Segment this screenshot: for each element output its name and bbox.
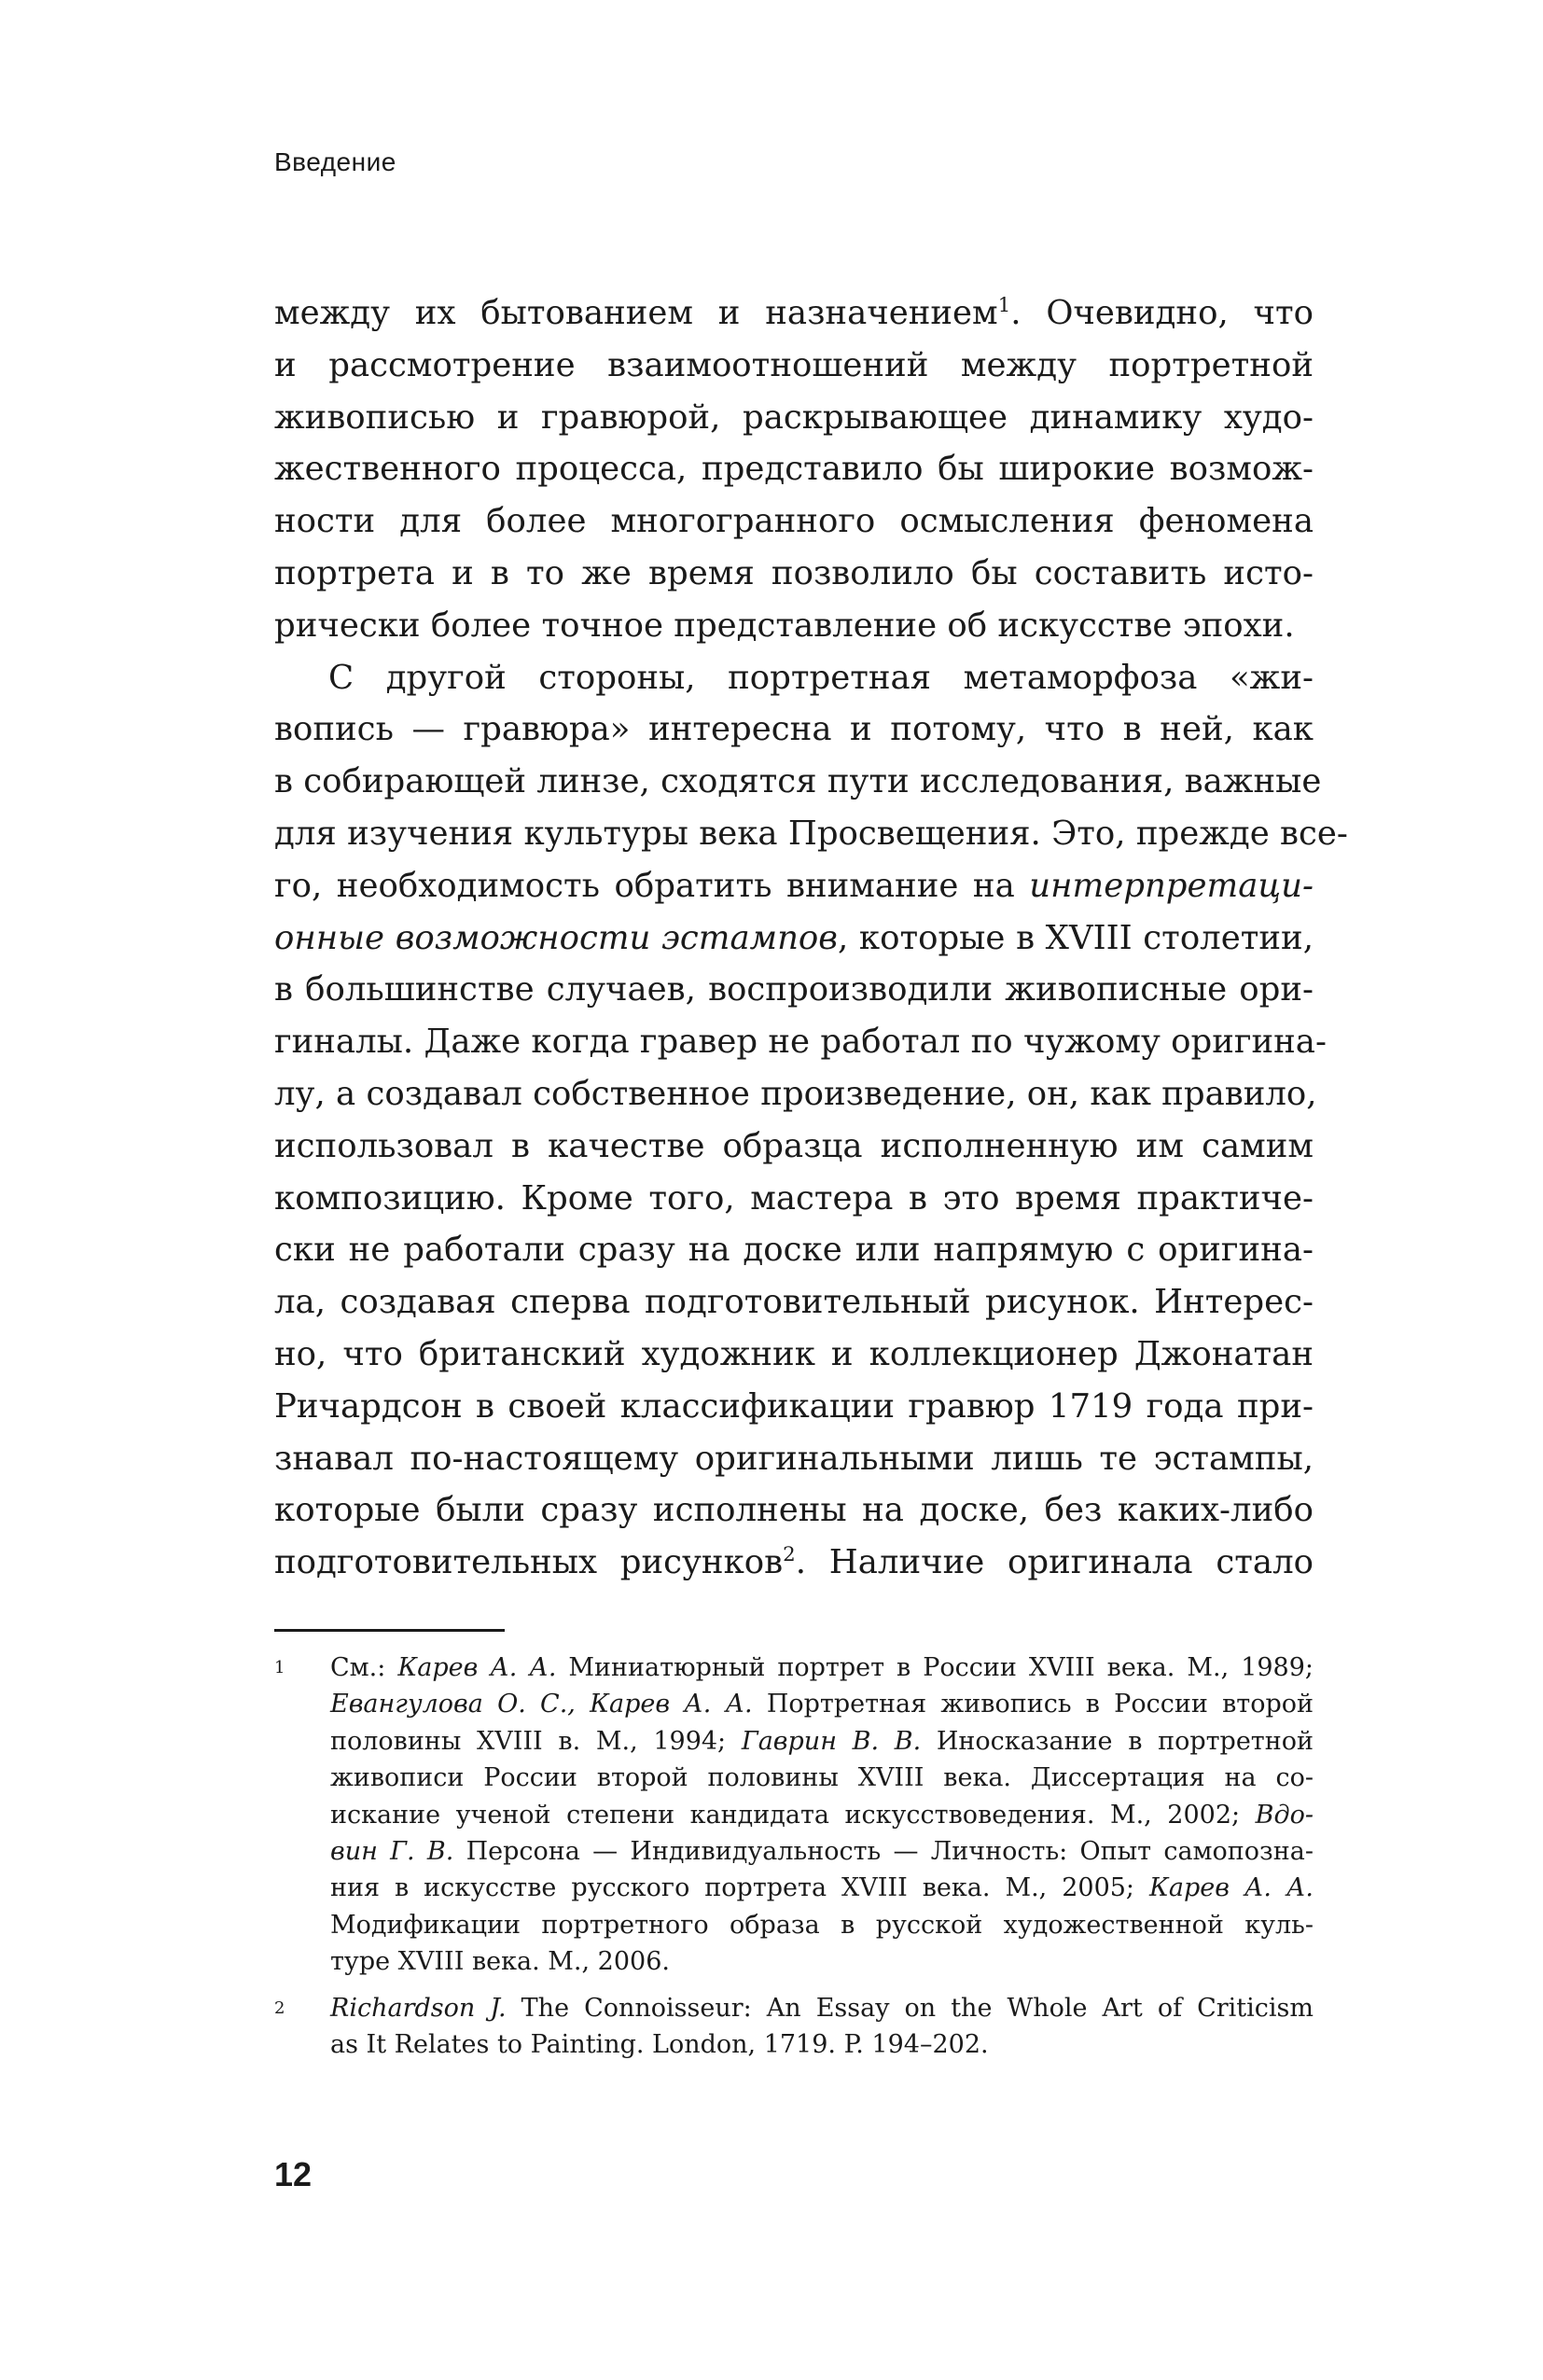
text-line [274,1381,1314,1433]
text-line [330,1723,1314,1760]
text-segment: использовал в качестве образца исполненную им самим [274,1126,1314,1165]
text-line [330,1760,1314,1796]
text-segment: . Очевидно, что [1010,294,1314,332]
text-line [274,808,1348,860]
text-segment: живописью и гравюрой, раскрывающее динамику худо- [274,397,1314,437]
italic-text: интерпретаци- [1029,866,1314,905]
text-line [274,287,1314,340]
text-segment: , которые в XVIII столетии, [837,918,1314,957]
footnote [274,1990,1314,2064]
text-segment: но, что британский художник и коллекционер Джонатан [274,1334,1314,1373]
text-segment: в собирающей линзе, сходятся пути исследования, важные [274,762,1322,801]
text-line [274,1537,1314,1589]
text-segment: Модификации портретного образа в русской художественной куль- [330,1910,1314,1940]
text-segment: Портретная живопись в России второй [752,1690,1314,1719]
text-line [330,1870,1314,1906]
text-line [274,1433,1314,1485]
footnote [274,1649,1314,1981]
text-line [330,1649,1314,1686]
text-segment: Персона — Индивидуальность — Личность: Опыт самопозна- [453,1836,1314,1866]
text-segment: ла, создавая сперва подготовительный рисунок. Интерес- [274,1283,1314,1322]
text-segment: вопись — гравюра» интересна и потому, что в ней, как [274,710,1314,749]
footnote-number: 1 [274,1658,285,1677]
text-line [274,912,1314,965]
text-segment: Миниатюрный портрет в России XVIII века. М., 1989; [556,1653,1314,1682]
footnote-divider [274,1629,505,1632]
text-line [274,443,1314,495]
text-segment: лу, а создавал собственное произведение, он, как правило, [274,1074,1317,1113]
text-segment: знавал по-настоящему оригинальными лишь те эстампы, [274,1439,1314,1478]
page-number: 12 [274,2155,313,2193]
italic-text: онные возможности эстампов [274,918,838,957]
text-line [274,1016,1327,1068]
text-line [330,1686,1314,1722]
italic-text: Вдо- [1255,1800,1314,1830]
text-line [274,392,1314,444]
text-line [274,1120,1314,1173]
italic-text: Евангулова О. С., Карев А. А. [330,1690,753,1719]
text-segment: туре XVIII века. М., 2006. [330,1947,670,1977]
text-segment: подготовительных рисунков [274,1543,784,1582]
italic-text: Карев А. А. [1149,1873,1314,1903]
text-line [274,600,1314,652]
text-line [274,1224,1314,1276]
text-segment: жественного процесса, представило бы широкие возмож- [274,450,1314,489]
text-segment: as It Relates to Painting. London, 1719. P. 194–202. [330,2029,989,2059]
text-line [274,1068,1317,1120]
text-segment: ния в искусстве русского портрета XVIII века. М., 2005; [330,1873,1150,1903]
text-line [274,964,1314,1016]
text-line [274,652,1314,704]
text-segment: . Наличие оригинала стало [795,1543,1314,1582]
text-line [330,1990,1314,2026]
italic-text: Гаврин В. В. [741,1726,922,1756]
text-segment: между их бытованием и назначением [274,294,998,332]
text-segment: для изучения культуры века Просвещения. Это, прежде все- [274,814,1348,853]
text-segment: искание ученой степени кандидата искусствоведения. М., 2002; [330,1800,1256,1830]
text-line [274,1276,1314,1329]
text-line [330,1797,1314,1833]
text-segment: С другой стороны, портретная метаморфоза «жи- [328,658,1314,697]
text-segment: половины XVIII в. М., 1994; [330,1726,742,1756]
text-segment: гиналы. Даже когда гравер не работал по чужому оригина- [274,1023,1327,1062]
text-segment: ски не работали сразу на доске или напрямую с оригина- [274,1231,1314,1270]
text-segment: См.: [330,1653,398,1682]
footnote-ref: 2 [783,1543,796,1567]
italic-text: вин Г. В. [330,1836,454,1866]
text-line [274,340,1314,392]
text-line [274,1329,1314,1381]
text-line [330,1943,1314,1980]
text-segment: композицию. Кроме того, мастера в это время практиче- [274,1178,1314,1218]
text-line [274,548,1314,600]
text-line [330,1907,1314,1943]
text-line [274,860,1314,912]
text-line [330,2026,1314,2063]
footnotes [274,1649,1314,2072]
footnote-number: 2 [274,1997,285,2018]
italic-text: Карев А. А. [397,1653,557,1682]
text-line [274,1484,1314,1537]
text-segment: ности для более многогранного осмысления феномена [274,502,1314,541]
body-text [274,287,1348,1589]
footnote-ref: 1 [997,294,1011,318]
text-line [274,756,1322,808]
text-segment: Иносказание в портретной [921,1726,1314,1756]
text-segment: в большинстве случаев, воспроизводили живописные ори- [274,970,1314,1009]
text-segment: и рассмотрение взаимоотношений между портретной [274,345,1314,384]
text-line [274,495,1314,548]
italic-text: Richardson J. [330,1993,507,2023]
running-head: Введение [274,147,396,176]
text-segment: живописи России второй половины XVIII века. Диссертация на со- [330,1763,1314,1793]
text-line [274,703,1314,756]
text-segment: портрета и в то же время позволило бы составить исто- [274,553,1314,592]
text-segment: которые были сразу исполнены на доске, без каких-либо [274,1491,1314,1530]
text-line [330,1833,1314,1870]
text-line [274,1173,1314,1225]
text-segment: го, необходимость обратить внимание на [274,866,1030,905]
text-segment: The Connoisseur: An Essay on the Whole Art of Criticism [506,1993,1314,2023]
text-segment: Ричардсон в своей классификации гравюр 1719 года при- [274,1386,1314,1426]
text-segment: рически более точное представление об искусстве эпохи. [274,605,1295,645]
